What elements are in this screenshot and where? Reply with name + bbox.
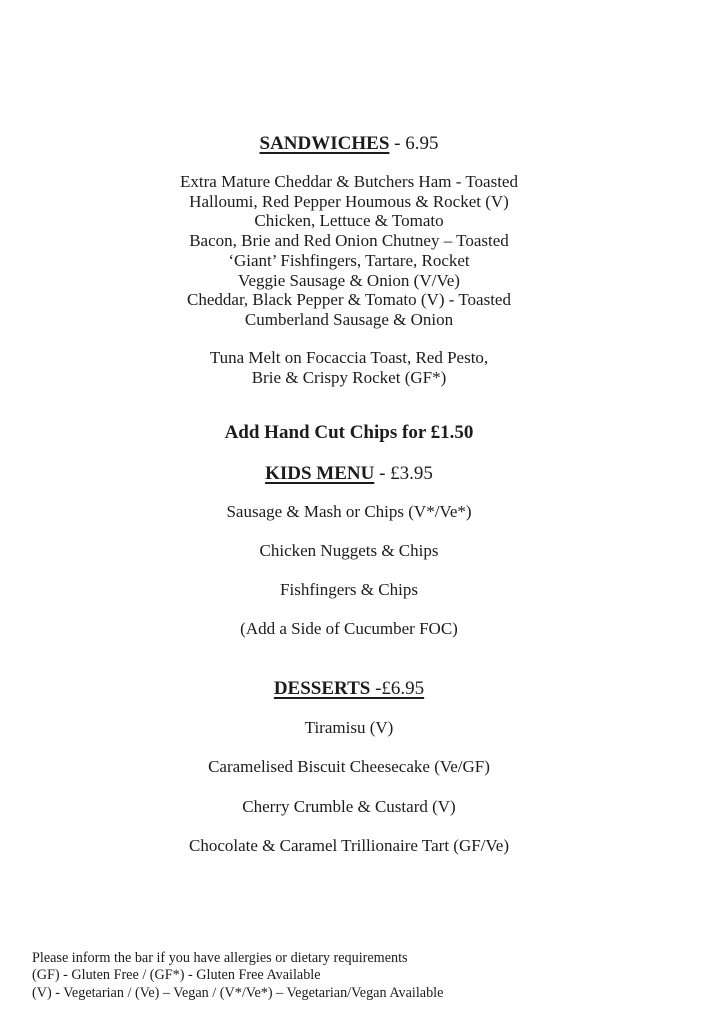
sandwiches-special — [0, 348, 698, 387]
menu-item: Chocolate & Caramel Trillionaire Tart (GF/Ve) — [188, 836, 510, 855]
sandwiches-items — [0, 172, 698, 330]
sandwiches-title: SANDWICHES — [259, 133, 390, 154]
kids-menu-title: KIDS MENU — [265, 463, 375, 484]
allergy-footer — [32, 950, 692, 1002]
menu-item: Cumberland Sausage & Onion — [244, 309, 454, 329]
menu-item: Fishfingers & Chips — [280, 580, 418, 599]
footer-line: (GF) - Gluten Free / (GF*) - Gluten Free Available — [32, 967, 321, 984]
desserts-price: -£6.95 — [370, 678, 425, 699]
sandwiches-heading — [0, 133, 698, 155]
menu-item: Extra Mature Cheddar & Butchers Ham - Toasted — [180, 172, 518, 191]
menu-item: Halloumi, Red Pepper Houmous & Rocket (V) — [189, 191, 509, 211]
menu-item: (Add a Side of Cucumber FOC) — [240, 619, 458, 638]
kids-menu-price: - £3.95 — [374, 463, 433, 484]
add-chips-note: Add Hand Cut Chips for £1.50 — [224, 422, 474, 443]
menu-item: Veggie Sausage & Onion (V/Ve) — [238, 270, 460, 290]
menu-item: Brie & Crispy Rocket (GF*) — [251, 367, 447, 387]
menu-item: Cherry Crumble & Custard (V) — [242, 797, 456, 816]
footer-line: Please inform the bar if you have allergies or dietary requirements — [32, 950, 408, 966]
menu-item: Caramelised Biscuit Cheesecake (Ve/GF) — [208, 757, 490, 776]
desserts-title-group — [274, 678, 424, 699]
desserts-heading — [0, 678, 698, 700]
menu-item: ‘Giant’ Fishfingers, Tartare, Rocket — [228, 250, 470, 270]
menu-item: Cheddar, Black Pepper & Tomato (V) - Toasted — [187, 290, 511, 310]
desserts-title: DESSERTS — [273, 678, 371, 699]
sandwiches-price: - 6.95 — [389, 133, 439, 154]
menu-item: Tiramisu (V) — [304, 718, 394, 737]
footer-line: (V) - Vegetarian / (Ve) – Vegan / (V*/Ve*) – Vegetarian/Vegan Available — [32, 984, 444, 1001]
menu-item: Chicken Nuggets & Chips — [259, 541, 439, 560]
menu-item: Bacon, Brie and Red Onion Chutney – Toasted — [189, 231, 509, 251]
menu-item: Chicken, Lettuce & Tomato — [254, 211, 444, 231]
kids-menu-heading — [0, 463, 698, 485]
menu-item: Tuna Melt on Focaccia Toast, Red Pesto, — [209, 348, 489, 367]
menu-item: Sausage & Mash or Chips (V*/Ve*) — [226, 502, 472, 521]
